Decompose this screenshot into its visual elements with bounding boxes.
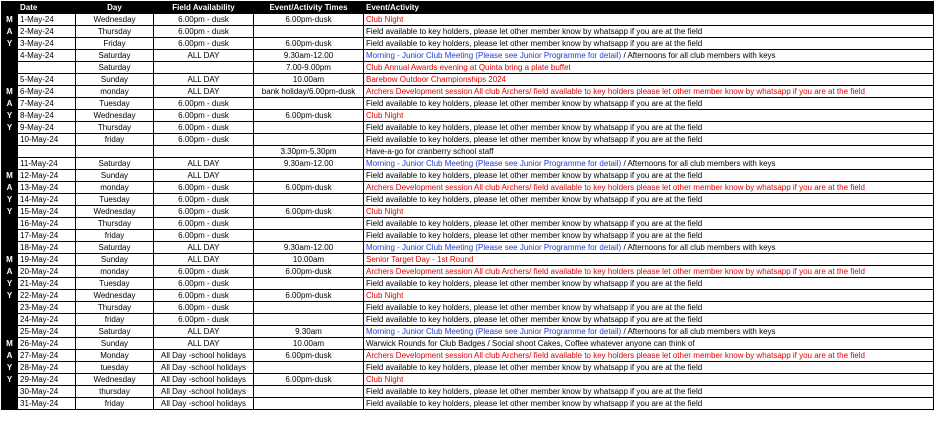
field-availability-cell: ALL DAY [154,50,254,62]
activity-text: Field available to key holders, please let other member know by whatsapp if you are at the field [366,123,703,132]
month-letter [2,386,18,398]
date-cell: 9-May-24 [18,122,76,134]
activity-times-cell: 9.30am [254,326,364,338]
activity-times-cell: 6.00pm-dusk [254,38,364,50]
day-cell: Wednesday [76,206,154,218]
field-availability-cell: All Day -school holidays [154,350,254,362]
activity-cell [364,206,934,218]
activity-cell [364,86,934,98]
month-letter: M [2,14,18,26]
date-cell: 4-May-24 [18,50,76,62]
table-row [2,38,934,50]
activity-times-cell [254,314,364,326]
field-availability-cell: 6.00pm - dusk [154,206,254,218]
activity-cell [364,326,934,338]
activity-text: / Afternoons for all club members with keys [621,243,776,252]
activity-cell [364,182,934,194]
may-schedule-table [1,1,934,410]
day-cell: Sunday [76,338,154,350]
activity-times-cell: 9.30am-12.00 [254,50,364,62]
date-cell: 21-May-24 [18,278,76,290]
header-row [2,2,934,14]
activity-cell [364,218,934,230]
day-cell: Saturday [76,50,154,62]
day-cell: Thursday [76,302,154,314]
activity-cell [364,290,934,302]
date-cell: 27-May-24 [18,350,76,362]
day-cell: Sunday [76,254,154,266]
day-cell: Wednesday [76,110,154,122]
activity-cell [364,338,934,350]
activity-times-cell: 6.00pm-dusk [254,266,364,278]
activity-times-cell [254,398,364,410]
activity-cell [364,374,934,386]
activity-times-cell [254,278,364,290]
day-cell: Saturday [76,242,154,254]
field-availability-cell: ALL DAY [154,170,254,182]
activity-text: Morning - Junior Club Meeting (Please see Junior Programme for detail) [366,159,622,168]
activity-text: Archers Development session All club Archers/ field available to key holders please let other member know by whatsapp if you are at the field [366,267,865,276]
activity-cell [364,278,934,290]
day-cell: thursday [76,386,154,398]
field-availability-cell: ALL DAY [154,338,254,350]
table-row [2,254,934,266]
activity-text: Field available to key holders, please let other member know by whatsapp if you are at the field [366,399,703,408]
month-letter: M [2,170,18,182]
activity-cell [364,62,934,74]
activity-text: Archers Development session All club Archers/ field available to key holders please let other member know by whatsapp if you are at the field [366,351,865,360]
activity-text: / Afternoons for all club members with keys [621,327,776,336]
activity-text: Club Night [366,375,404,384]
activity-times-header: Event/Activity Times [254,2,364,14]
activity-text: Morning - Junior Club Meeting (Please see Junior Programme for detail) [366,51,622,60]
activity-times-cell [254,26,364,38]
field-availability-cell: 6.00pm - dusk [154,98,254,110]
activity-times-cell: 7.00-9.00pm [254,62,364,74]
table-row [2,374,934,386]
activity-text: Morning - Junior Club Meeting (Please see Junior Programme for detail) [366,327,622,336]
field-availability-cell: All Day -school holidays [154,362,254,374]
table-row [2,62,934,74]
field-availability-cell: 6.00pm - dusk [154,194,254,206]
month-letter: M [2,254,18,266]
activity-times-cell: 6.00pm-dusk [254,290,364,302]
table-row [2,122,934,134]
month-letter [2,326,18,338]
field-availability-cell: 6.00pm - dusk [154,230,254,242]
activity-cell [364,302,934,314]
activity-text: Field available to key holders, please let other member know by whatsapp if you are at the field [366,231,703,240]
field-availability-cell: 6.00pm - dusk [154,14,254,26]
table-row [2,98,934,110]
day-cell: friday [76,134,154,146]
month-letter [2,314,18,326]
table-row [2,326,934,338]
date-cell: 31-May-24 [18,398,76,410]
day-cell: Tuesday [76,278,154,290]
activity-cell [364,194,934,206]
date-cell: 5-May-24 [18,74,76,86]
day-cell: Tuesday [76,194,154,206]
activity-times-cell: 10.00am [254,74,364,86]
month-letter [2,50,18,62]
day-cell: friday [76,398,154,410]
activity-text: Field available to key holders, please let other member know by whatsapp if you are at the field [366,195,703,204]
date-cell: 28-May-24 [18,362,76,374]
month-letter: Y [2,206,18,218]
month-letter: A [2,266,18,278]
activity-text: Have-a-go for cranberry school staff [366,147,494,156]
activity-cell [364,362,934,374]
activity-times-cell: 9.30am-12.00 [254,158,364,170]
table-row [2,14,934,26]
field-availability-cell: ALL DAY [154,326,254,338]
month-letter: Y [2,278,18,290]
activity-times-cell: 6.00pm-dusk [254,110,364,122]
table-row [2,134,934,146]
day-cell: Wednesday [76,374,154,386]
day-cell: Saturday [76,158,154,170]
date-cell: 14-May-24 [18,194,76,206]
activity-cell [364,98,934,110]
table-row [2,50,934,62]
date-cell: 23-May-24 [18,302,76,314]
table-row [2,230,934,242]
activity-cell [364,386,934,398]
activity-text: / Afternoons for all club members with keys [621,51,776,60]
activity-times-cell: 6.00pm-dusk [254,206,364,218]
date-cell: 26-May-24 [18,338,76,350]
table-row [2,218,934,230]
month-letter: M [2,86,18,98]
date-cell [18,62,76,74]
table-row [2,242,934,254]
activity-cell [364,398,934,410]
activity-cell [364,242,934,254]
date-cell: 2-May-24 [18,26,76,38]
field-availability-cell: 6.00pm - dusk [154,266,254,278]
field-availability-cell: 6.00pm - dusk [154,314,254,326]
day-cell [76,146,154,158]
month-letter: Y [2,374,18,386]
day-cell: Saturday [76,326,154,338]
month-letter: Y [2,362,18,374]
activity-times-cell: 6.00pm-dusk [254,14,364,26]
date-cell: 17-May-24 [18,230,76,242]
month-letter [2,302,18,314]
field-availability-cell: 6.00pm - dusk [154,290,254,302]
activity-cell [364,50,934,62]
activity-text: Field available to key holders, please let other member know by whatsapp if you are at the field [366,39,703,48]
activity-text: Field available to key holders, please let other member know by whatsapp if you are at the field [366,315,703,324]
activity-text: Archers Development session All club Archers/ field available to key holders please let other member know by whatsapp if you are at the field [366,87,865,96]
field-availability-cell: 6.00pm - dusk [154,302,254,314]
activity-header: Event/Activity [364,2,934,14]
day-cell: Sunday [76,74,154,86]
date-cell: 25-May-24 [18,326,76,338]
month-header [2,2,18,14]
activity-cell [364,230,934,242]
activity-cell [364,158,934,170]
activity-text: Field available to key holders, please let other member know by whatsapp if you are at the field [366,27,703,36]
date-cell: 6-May-24 [18,86,76,98]
date-cell: 7-May-24 [18,98,76,110]
month-letter [2,242,18,254]
activity-text: Field available to key holders, please let other member know by whatsapp if you are at the field [366,279,703,288]
activity-times-cell: 9.30am-12.00 [254,242,364,254]
activity-times-cell: 6.00pm-dusk [254,350,364,362]
month-letter [2,230,18,242]
date-cell: 15-May-24 [18,206,76,218]
month-letter: A [2,98,18,110]
field-availability-header: Field Availability [154,2,254,14]
activity-text: Club Night [366,207,404,216]
table-row [2,278,934,290]
field-availability-cell: All Day -school holidays [154,386,254,398]
date-cell: 8-May-24 [18,110,76,122]
field-availability-cell: 6.00pm - dusk [154,38,254,50]
table-row [2,170,934,182]
month-letter [2,218,18,230]
day-cell: monday [76,86,154,98]
month-letter: A [2,182,18,194]
date-cell: 29-May-24 [18,374,76,386]
activity-times-cell: 10.00am [254,254,364,266]
table-row [2,194,934,206]
field-availability-cell [154,146,254,158]
activity-cell [364,134,934,146]
activity-text: Field available to key holders, please let other member know by whatsapp if you are at the field [366,387,703,396]
day-cell: tuesday [76,362,154,374]
activity-cell [364,254,934,266]
month-letter: M [2,338,18,350]
table-row [2,26,934,38]
activity-text: Field available to key holders, please let other member know by whatsapp if you are at the field [366,363,703,372]
activity-times-cell [254,98,364,110]
activity-cell [364,110,934,122]
table-row [2,350,934,362]
activity-text: Field available to key holders, please let other member know by whatsapp if you are at the field [366,99,703,108]
day-cell: Sunday [76,170,154,182]
schedule-rows [2,14,934,410]
month-letter: A [2,26,18,38]
date-cell: 18-May-24 [18,242,76,254]
activity-times-cell [254,194,364,206]
date-cell: 19-May-24 [18,254,76,266]
activity-cell [364,314,934,326]
activity-cell [364,146,934,158]
activity-times-cell [254,218,364,230]
day-cell: Tuesday [76,98,154,110]
day-cell: friday [76,230,154,242]
field-availability-cell: 6.00pm - dusk [154,218,254,230]
activity-text: Field available to key holders, please let other member know by whatsapp if you are at the field [366,303,703,312]
activity-text: Warwick Rounds for Club Badges / Social shoot Cakes, Coffee whatever anyone can think of [366,339,695,348]
date-cell: 10-May-24 [18,134,76,146]
day-cell: monday [76,182,154,194]
month-letter [2,398,18,410]
field-availability-cell: ALL DAY [154,86,254,98]
activity-text: / Afternoons for all club members with keys [621,159,776,168]
month-letter: Y [2,122,18,134]
date-cell [18,146,76,158]
activity-text: Club Night [366,111,404,120]
month-letter [2,158,18,170]
activity-cell [364,26,934,38]
table-row [2,314,934,326]
table-row [2,158,934,170]
table-row [2,110,934,122]
table-row [2,338,934,350]
month-letter: Y [2,38,18,50]
field-availability-cell: 6.00pm - dusk [154,122,254,134]
activity-text: Field available to key holders, please let other member know by whatsapp if you are at the field [366,219,703,228]
table-row [2,266,934,278]
month-letter [2,146,18,158]
date-cell: 12-May-24 [18,170,76,182]
activity-text: Senior Target Day - 1st Round [366,255,474,264]
activity-text: Club Annual Awards evening at Quinta bring a plate buffet [366,63,571,72]
activity-times-cell [254,134,364,146]
activity-text: Club Night [366,15,404,24]
date-cell: 22-May-24 [18,290,76,302]
date-cell: 3-May-24 [18,38,76,50]
activity-times-cell: 6.00pm-dusk [254,182,364,194]
table-row [2,86,934,98]
activity-cell [364,14,934,26]
day-cell: Thursday [76,26,154,38]
field-availability-cell [154,62,254,74]
field-availability-cell: 6.00pm - dusk [154,134,254,146]
date-cell: 13-May-24 [18,182,76,194]
field-availability-cell: ALL DAY [154,254,254,266]
month-letter: A [2,350,18,362]
activity-times-cell [254,302,364,314]
date-cell: 11-May-24 [18,158,76,170]
month-letter: Y [2,290,18,302]
day-cell: monday [76,266,154,278]
field-availability-cell: ALL DAY [154,74,254,86]
field-availability-cell: 6.00pm - dusk [154,182,254,194]
activity-cell [364,266,934,278]
date-header: Date [18,2,76,14]
field-availability-cell: 6.00pm - dusk [154,278,254,290]
field-availability-cell: 6.00pm - dusk [154,26,254,38]
day-cell: Monday [76,350,154,362]
table-row [2,206,934,218]
table-row [2,146,934,158]
field-availability-cell: 6.00pm - dusk [154,110,254,122]
activity-times-cell: bank holiday/6.00pm-dusk [254,86,364,98]
table-row [2,302,934,314]
field-availability-cell: All Day -school holidays [154,374,254,386]
activity-times-cell: 6.00pm-dusk [254,374,364,386]
day-cell: friday [76,314,154,326]
day-cell: Saturday [76,62,154,74]
table-row [2,290,934,302]
date-cell: 30-May-24 [18,386,76,398]
date-cell: 1-May-24 [18,14,76,26]
day-cell: Thursday [76,122,154,134]
activity-text: Club Night [366,291,404,300]
activity-text: Morning - Junior Club Meeting (Please see Junior Programme for detail) [366,243,622,252]
activity-cell [364,122,934,134]
table-row [2,362,934,374]
field-availability-cell: All Day -school holidays [154,398,254,410]
activity-text: Field available to key holders, please let other member know by whatsapp if you are at the field [366,135,703,144]
field-availability-cell: ALL DAY [154,158,254,170]
month-letter [2,74,18,86]
month-letter [2,134,18,146]
activity-cell [364,170,934,182]
activity-times-cell [254,386,364,398]
activity-cell [364,350,934,362]
activity-times-cell: 10.00am [254,338,364,350]
day-header: Day [76,2,154,14]
table-row [2,386,934,398]
activity-times-cell [254,170,364,182]
activity-times-cell [254,122,364,134]
table-row [2,74,934,86]
day-cell: Friday [76,38,154,50]
activity-times-cell [254,230,364,242]
activity-text: Barebow Outdoor Championships 2024 [366,75,507,84]
month-letter: Y [2,110,18,122]
date-cell: 16-May-24 [18,218,76,230]
activity-cell [364,38,934,50]
day-cell: Thursday [76,218,154,230]
month-letter [2,62,18,74]
activity-times-cell [254,362,364,374]
table-row [2,182,934,194]
date-cell: 24-May-24 [18,314,76,326]
field-availability-cell: ALL DAY [154,242,254,254]
activity-text: Field available to key holders, please let other member know by whatsapp if you are at the field [366,171,703,180]
table-row [2,398,934,410]
activity-cell [364,74,934,86]
date-cell: 20-May-24 [18,266,76,278]
month-letter: Y [2,194,18,206]
day-cell: Wednesday [76,14,154,26]
day-cell: Wednesday [76,290,154,302]
activity-text: Archers Development session All club Archers/ field available to key holders please let other member know by whatsapp if you are at the field [366,183,865,192]
activity-times-cell: 3.30pm-5.30pm [254,146,364,158]
